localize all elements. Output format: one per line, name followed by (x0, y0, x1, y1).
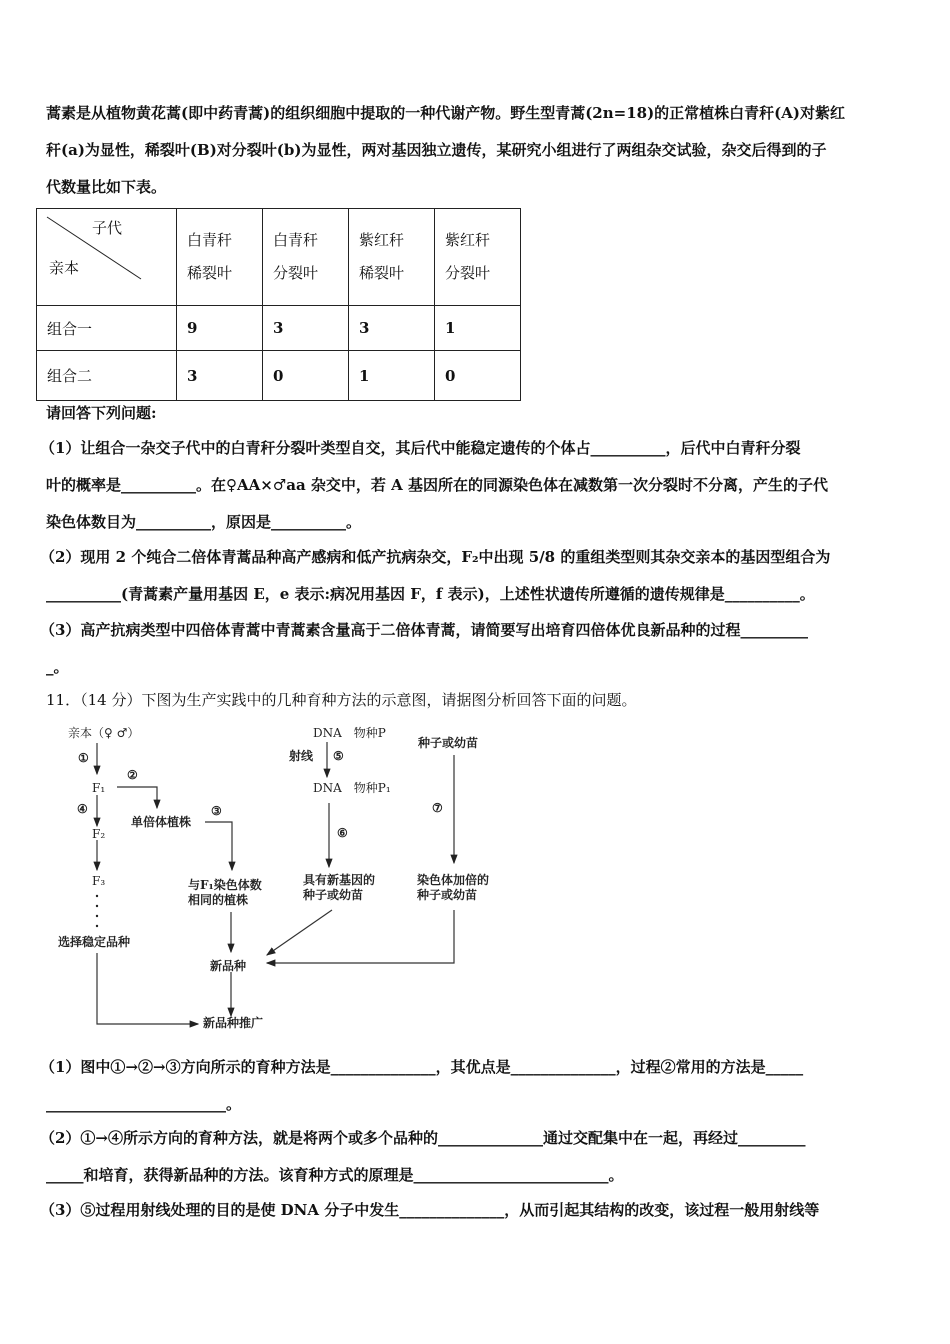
step-1: ① (78, 751, 89, 765)
question-line: _____和培育，获得新品种的方法。该育种方式的原理是__________________________。 (46, 1166, 624, 1184)
question-line: （1）图中①→②→③方向所示的育种方法是______________，其优点是______________，过程②常用的方法是_____ (40, 1058, 804, 1076)
step-6: ⑥ (337, 826, 348, 840)
label-f3: F₃ (92, 874, 106, 888)
question-line: （3）⑤过程用射线处理的目的是使 DNA 分子中发生______________，从而引起其结构的改变，该过程一般用射线等 (40, 1201, 820, 1219)
step-2: ② (127, 768, 138, 782)
label-f1: F₁ (92, 781, 106, 795)
intro-line: 蒿素是从植物黄花蒿(即中药青蒿)的组织细胞中提取的一种代谢产物。野生型青蒿(2n=18)的正常植株白青秆(A)对紫红 (46, 104, 846, 122)
label-dna-p: DNA 物种P (313, 726, 386, 740)
cell: 3 (263, 306, 349, 351)
label-new-variety: 新品种 (210, 959, 247, 973)
diagram-arrows (97, 742, 454, 1024)
step-5: ⑤ (333, 749, 344, 763)
cell: 0 (263, 351, 349, 401)
intro-line: 秆(a)为显性，稀裂叶(B)对分裂叶(b)为显性，两对基因独立遗传，某研究小组进行了两组杂交试验，杂交后得到的子 (46, 141, 827, 159)
row-label: 组合一 (37, 306, 177, 351)
label-select-stable: 选择稳定品种 (58, 935, 131, 949)
table-row (37, 351, 521, 401)
label-new-gene-a: 具有新基因的 (303, 873, 376, 887)
label-ray: 射线 (289, 749, 314, 763)
column-header: 紫红秆 分裂叶 (435, 209, 521, 306)
cell: 9 (177, 306, 263, 351)
cell: 3 (349, 306, 435, 351)
label-dna-p1: DNA 物种P₁ (313, 781, 391, 795)
label-parents: 亲本（♀ ♂） (68, 726, 140, 740)
column-header: 白青秆 分裂叶 (263, 209, 349, 306)
question-line: （1）让组合一杂交子代中的白青秆分裂叶类型自交，其后代中能稳定遗传的个体占__________，后代中白青秆分裂 (40, 439, 801, 457)
cell: 1 (435, 306, 521, 351)
question-line: 叶的概率是__________。在♀AA×♂aa 杂交中，若 A 基因所在的同源染色体在减数第一次分裂时不分离，产生的子代 (46, 476, 829, 494)
question-line: （2）现用 2 个纯合二倍体青蒿品种高产感病和低产抗病杂交，F₂中出现 5/8 的重组类型则其杂交亲本的基因型组合为 (40, 548, 831, 566)
column-header: 紫红秆 稀裂叶 (349, 209, 435, 306)
label-haploid: 单倍体植株 (131, 815, 192, 829)
cell: 0 (435, 351, 521, 401)
step-4: ④ (77, 802, 88, 816)
label-new-gene-b: 种子或幼苗 (303, 888, 364, 902)
corner-bottom: 亲本 (49, 259, 80, 277)
label-seed: 种子或幼苗 (418, 736, 479, 750)
table-row (37, 306, 521, 351)
table-header-row (37, 209, 521, 306)
question-line: ________________________。 (46, 1095, 242, 1113)
label-f2: F₂ (92, 827, 106, 841)
row-label: 组合二 (37, 351, 177, 401)
column-header: 白青秆 稀裂叶 (177, 209, 263, 306)
question-line: 请回答下列问题: (46, 404, 157, 422)
step-3: ③ (211, 804, 222, 818)
step-7: ⑦ (432, 801, 443, 815)
corner-top: 子代 (92, 219, 123, 237)
corner-cell (37, 209, 177, 306)
question-line: 染色体数目为__________，原因是__________。 (46, 513, 362, 531)
cell: 1 (349, 351, 435, 401)
label-doubled-b: 种子或幼苗 (417, 888, 478, 902)
label-promote: 新品种推广 (203, 1016, 264, 1030)
question-line: （3）高产抗病类型中四倍体青蒿中青蒿素含量高于二倍体青蒿，请简要写出培育四倍体优良新品种的过程_________ (40, 621, 808, 639)
offspring-table (36, 208, 521, 401)
question-line: __________(青蒿素产量用基因 E，e 表示:病况用基因 F，f 表示)，上述性状遗传所遵循的遗传规律是__________。 (46, 585, 815, 603)
diagram-dots (96, 895, 98, 927)
question-line: （2）①→④所示方向的育种方法，就是将两个或多个品种的______________通过交配集中在一起，再经过_________ (40, 1129, 806, 1147)
intro-line: 代数量比如下表。 (46, 178, 167, 196)
label-same-chromosome-a: 与F₁染色体数 (188, 878, 262, 892)
question-line: _。 (46, 658, 69, 676)
cell: 3 (177, 351, 263, 401)
label-doubled-a: 染色体加倍的 (417, 873, 490, 887)
question-11-title: 11．（14 分）下图为生产实践中的几种育种方法的示意图，请据图分析回答下面的问题。 (46, 691, 637, 709)
label-same-chromosome-b: 相同的植株 (188, 893, 249, 907)
